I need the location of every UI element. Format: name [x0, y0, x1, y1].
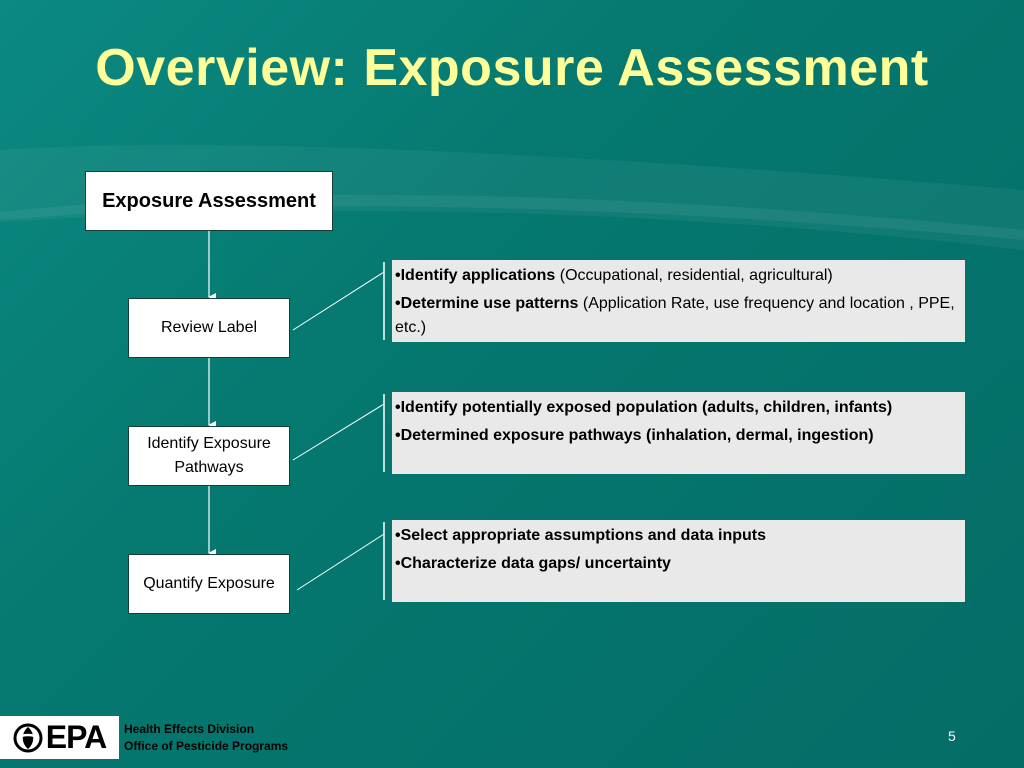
detail-line: •Identify potentially exposed population (adults, children, infants)	[395, 399, 893, 416]
exposure-assessment-box: Exposure Assessment	[85, 171, 333, 231]
footer-line-1: Health Effects Division	[124, 722, 255, 736]
detail-line: •Select appropriate assumptions and data inputs	[395, 527, 767, 544]
detail-line: •Determine use patterns (Application Rate, use frequency and location , PPE, etc.)	[395, 295, 955, 336]
epa-flower-icon	[13, 723, 43, 753]
epa-logo-text: EPA	[45, 719, 107, 755]
detail-line: •Determined exposure pathways (inhalation, dermal, ingestion)	[395, 427, 874, 444]
detail-line: •Characterize data gaps/ uncertainty	[395, 555, 671, 572]
review-label-box: Review Label	[128, 298, 290, 358]
page-number: 5	[948, 728, 956, 744]
detail-line: •Identify applications (Occupational, residential, agricultural)	[395, 267, 833, 284]
quantify-exposure-details	[392, 520, 965, 602]
quantify-exposure-box: Quantify Exposure	[128, 554, 290, 614]
footer-line-2: Office of Pesticide Programs	[124, 739, 289, 753]
slide-title: Overview: Exposure Assessment	[95, 39, 929, 97]
epa-logo	[0, 716, 119, 759]
callout-line-1	[293, 272, 384, 330]
footer-organization	[124, 721, 288, 755]
identify-exposure-pathways-box: Identify Exposure Pathways	[128, 426, 290, 486]
review-label-details	[392, 260, 965, 342]
callout-line-2	[293, 404, 384, 460]
callout-line-3	[297, 534, 384, 590]
identify-pathways-details	[392, 392, 965, 474]
